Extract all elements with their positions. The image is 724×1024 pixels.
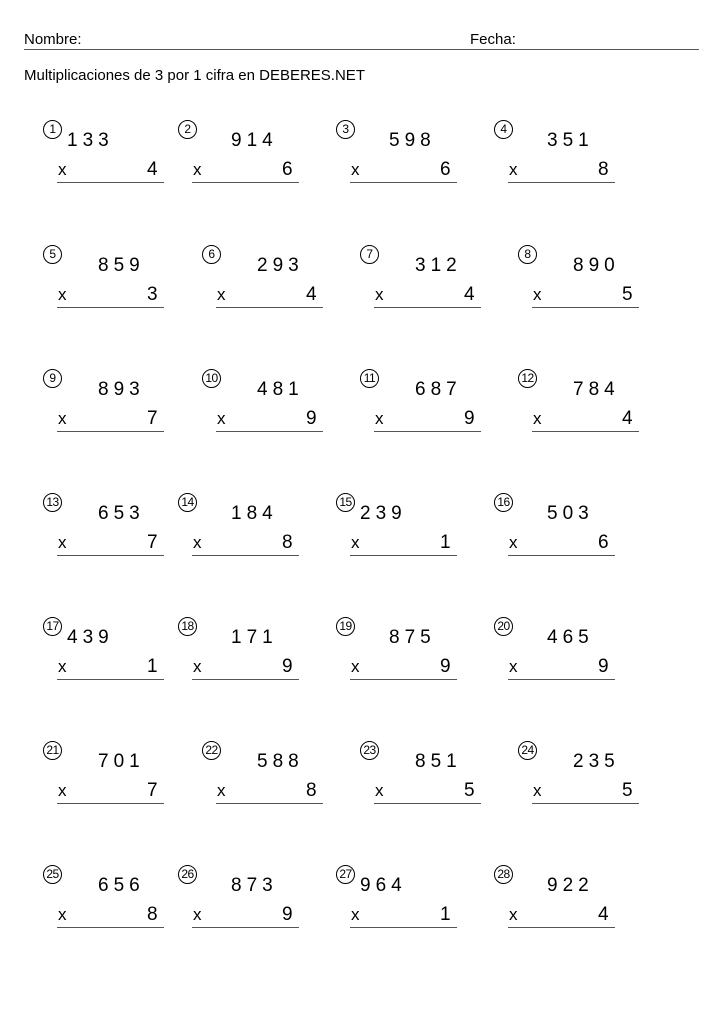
multiply-sign: x bbox=[351, 905, 360, 924]
answer-line bbox=[374, 431, 481, 432]
problem-number-badge: 6 bbox=[202, 245, 221, 264]
problem-number-badge: 20 bbox=[494, 617, 513, 636]
problem-8 bbox=[518, 245, 648, 325]
problem-number-badge: 16 bbox=[494, 493, 513, 512]
problem-4 bbox=[494, 120, 624, 200]
multiplier: 8 bbox=[147, 904, 158, 925]
answer-line bbox=[192, 679, 299, 680]
multiplier: 1 bbox=[440, 532, 451, 553]
multiply-sign: x bbox=[58, 533, 67, 552]
multiplier: 3 bbox=[147, 284, 158, 305]
problem-20 bbox=[494, 617, 624, 697]
answer-line bbox=[350, 679, 457, 680]
problem-10 bbox=[202, 369, 332, 449]
multiply-sign: x bbox=[58, 285, 67, 304]
nombre-label: Nombre: bbox=[24, 31, 82, 48]
problem-18 bbox=[178, 617, 308, 697]
multiplicand: 851 bbox=[415, 751, 462, 772]
multiplicand: 598 bbox=[389, 130, 436, 151]
multiply-sign: x bbox=[217, 409, 226, 428]
multiplier: 6 bbox=[440, 159, 451, 180]
multiply-sign: x bbox=[58, 781, 67, 800]
multiplier: 5 bbox=[622, 780, 633, 801]
problem-11 bbox=[360, 369, 490, 449]
problem-number-badge: 19 bbox=[336, 617, 355, 636]
multiplicand: 312 bbox=[415, 255, 462, 276]
answer-line bbox=[532, 803, 639, 804]
multiplicand: 465 bbox=[547, 627, 594, 648]
multiplicand: 235 bbox=[573, 751, 620, 772]
problem-number-badge: 10 bbox=[202, 369, 221, 388]
multiply-sign: x bbox=[58, 160, 67, 179]
problem-1 bbox=[43, 120, 173, 200]
problem-number-badge: 28 bbox=[494, 865, 513, 884]
multiplier: 6 bbox=[282, 159, 293, 180]
problem-2 bbox=[178, 120, 308, 200]
problem-number-badge: 18 bbox=[178, 617, 197, 636]
multiply-sign: x bbox=[533, 409, 542, 428]
problem-number-badge: 24 bbox=[518, 741, 537, 760]
multiplier: 7 bbox=[147, 532, 158, 553]
problem-28 bbox=[494, 865, 624, 945]
answer-line bbox=[374, 307, 481, 308]
answer-line bbox=[192, 555, 299, 556]
problem-17 bbox=[43, 617, 173, 697]
multiplicand: 503 bbox=[547, 503, 594, 524]
multiplicand: 687 bbox=[415, 379, 462, 400]
multiplicand: 239 bbox=[360, 503, 407, 524]
problem-25 bbox=[43, 865, 173, 945]
problem-5 bbox=[43, 245, 173, 325]
multiply-sign: x bbox=[509, 905, 518, 924]
problem-number-badge: 7 bbox=[360, 245, 379, 264]
multiplier: 5 bbox=[464, 780, 475, 801]
problem-number-badge: 25 bbox=[43, 865, 62, 884]
multiplier: 4 bbox=[598, 904, 609, 925]
problem-16 bbox=[494, 493, 624, 573]
multiplier: 8 bbox=[282, 532, 293, 553]
multiplier: 8 bbox=[598, 159, 609, 180]
multiply-sign: x bbox=[193, 160, 202, 179]
multiplicand: 893 bbox=[98, 379, 145, 400]
problem-14 bbox=[178, 493, 308, 573]
multiplicand: 922 bbox=[547, 875, 594, 896]
answer-line bbox=[350, 555, 457, 556]
answer-line bbox=[57, 307, 164, 308]
multiply-sign: x bbox=[217, 285, 226, 304]
multiplier: 4 bbox=[306, 284, 317, 305]
problem-21 bbox=[43, 741, 173, 821]
problem-number-badge: 26 bbox=[178, 865, 197, 884]
multiplier: 4 bbox=[464, 284, 475, 305]
multiply-sign: x bbox=[217, 781, 226, 800]
problem-number-badge: 9 bbox=[43, 369, 62, 388]
multiplicand: 701 bbox=[98, 751, 145, 772]
multiplier: 9 bbox=[440, 656, 451, 677]
multiplicand: 439 bbox=[67, 627, 114, 648]
problem-number-badge: 11 bbox=[360, 369, 379, 388]
multiplier: 7 bbox=[147, 780, 158, 801]
answer-line bbox=[216, 431, 323, 432]
multiplicand: 964 bbox=[360, 875, 407, 896]
problem-6 bbox=[202, 245, 332, 325]
multiply-sign: x bbox=[58, 657, 67, 676]
multiplier: 9 bbox=[282, 904, 293, 925]
multiplier: 9 bbox=[282, 656, 293, 677]
multiplicand: 653 bbox=[98, 503, 145, 524]
problem-19 bbox=[336, 617, 466, 697]
multiply-sign: x bbox=[351, 657, 360, 676]
answer-line bbox=[57, 431, 164, 432]
answer-line bbox=[57, 679, 164, 680]
multiplicand: 588 bbox=[257, 751, 304, 772]
multiplier: 4 bbox=[622, 408, 633, 429]
multiplier: 1 bbox=[147, 656, 158, 677]
problem-number-badge: 27 bbox=[336, 865, 355, 884]
answer-line bbox=[350, 927, 457, 928]
problem-number-badge: 22 bbox=[202, 741, 221, 760]
problem-13 bbox=[43, 493, 173, 573]
problem-9 bbox=[43, 369, 173, 449]
answer-line bbox=[350, 182, 457, 183]
answer-line bbox=[508, 555, 615, 556]
problem-12 bbox=[518, 369, 648, 449]
multiplicand: 351 bbox=[547, 130, 594, 151]
answer-line bbox=[508, 679, 615, 680]
multiplier: 8 bbox=[306, 780, 317, 801]
problem-number-badge: 1 bbox=[43, 120, 62, 139]
problem-number-badge: 8 bbox=[518, 245, 537, 264]
multiply-sign: x bbox=[533, 781, 542, 800]
multiplicand: 293 bbox=[257, 255, 304, 276]
multiply-sign: x bbox=[193, 657, 202, 676]
multiply-sign: x bbox=[533, 285, 542, 304]
answer-line bbox=[57, 927, 164, 928]
answer-line bbox=[192, 927, 299, 928]
multiplicand: 914 bbox=[231, 130, 278, 151]
multiply-sign: x bbox=[375, 409, 384, 428]
multiplier: 7 bbox=[147, 408, 158, 429]
multiply-sign: x bbox=[351, 533, 360, 552]
multiplier: 9 bbox=[464, 408, 475, 429]
multiply-sign: x bbox=[58, 409, 67, 428]
multiply-sign: x bbox=[375, 285, 384, 304]
answer-line bbox=[57, 555, 164, 556]
answer-line bbox=[216, 307, 323, 308]
problem-number-badge: 15 bbox=[336, 493, 355, 512]
answer-line bbox=[216, 803, 323, 804]
multiply-sign: x bbox=[193, 533, 202, 552]
problem-27 bbox=[336, 865, 466, 945]
multiply-sign: x bbox=[509, 533, 518, 552]
multiply-sign: x bbox=[509, 657, 518, 676]
problem-number-badge: 13 bbox=[43, 493, 62, 512]
problem-7 bbox=[360, 245, 490, 325]
multiplier: 4 bbox=[147, 159, 158, 180]
answer-line bbox=[374, 803, 481, 804]
multiplicand: 133 bbox=[67, 130, 114, 151]
worksheet-subtitle: Multiplicaciones de 3 por 1 cifra en DEBERES.NET bbox=[24, 67, 365, 84]
multiplicand: 875 bbox=[389, 627, 436, 648]
multiplier: 5 bbox=[622, 284, 633, 305]
multiplicand: 873 bbox=[231, 875, 278, 896]
multiply-sign: x bbox=[509, 160, 518, 179]
multiply-sign: x bbox=[193, 905, 202, 924]
answer-line bbox=[532, 307, 639, 308]
problem-number-badge: 3 bbox=[336, 120, 355, 139]
problem-number-badge: 23 bbox=[360, 741, 379, 760]
multiplicand: 890 bbox=[573, 255, 620, 276]
multiply-sign: x bbox=[375, 781, 384, 800]
answer-line bbox=[57, 182, 164, 183]
problem-number-badge: 4 bbox=[494, 120, 513, 139]
problem-number-badge: 2 bbox=[178, 120, 197, 139]
answer-line bbox=[57, 803, 164, 804]
problem-number-badge: 14 bbox=[178, 493, 197, 512]
fecha-label: Fecha: bbox=[470, 31, 516, 48]
answer-line bbox=[508, 182, 615, 183]
multiplicand: 859 bbox=[98, 255, 145, 276]
multiplicand: 784 bbox=[573, 379, 620, 400]
multiplicand: 171 bbox=[231, 627, 278, 648]
multiplier: 1 bbox=[440, 904, 451, 925]
problem-number-badge: 12 bbox=[518, 369, 537, 388]
header-rule bbox=[24, 49, 699, 50]
problem-number-badge: 21 bbox=[43, 741, 62, 760]
multiply-sign: x bbox=[58, 905, 67, 924]
multiplicand: 481 bbox=[257, 379, 304, 400]
multiplier: 6 bbox=[598, 532, 609, 553]
problem-number-badge: 17 bbox=[43, 617, 62, 636]
multiplier: 9 bbox=[306, 408, 317, 429]
problem-23 bbox=[360, 741, 490, 821]
answer-line bbox=[192, 182, 299, 183]
multiplier: 9 bbox=[598, 656, 609, 677]
multiply-sign: x bbox=[351, 160, 360, 179]
problem-26 bbox=[178, 865, 308, 945]
problem-15 bbox=[336, 493, 466, 573]
problem-24 bbox=[518, 741, 648, 821]
problem-3 bbox=[336, 120, 466, 200]
answer-line bbox=[508, 927, 615, 928]
problem-number-badge: 5 bbox=[43, 245, 62, 264]
multiplicand: 184 bbox=[231, 503, 278, 524]
multiplicand: 656 bbox=[98, 875, 145, 896]
answer-line bbox=[532, 431, 639, 432]
problem-22 bbox=[202, 741, 332, 821]
